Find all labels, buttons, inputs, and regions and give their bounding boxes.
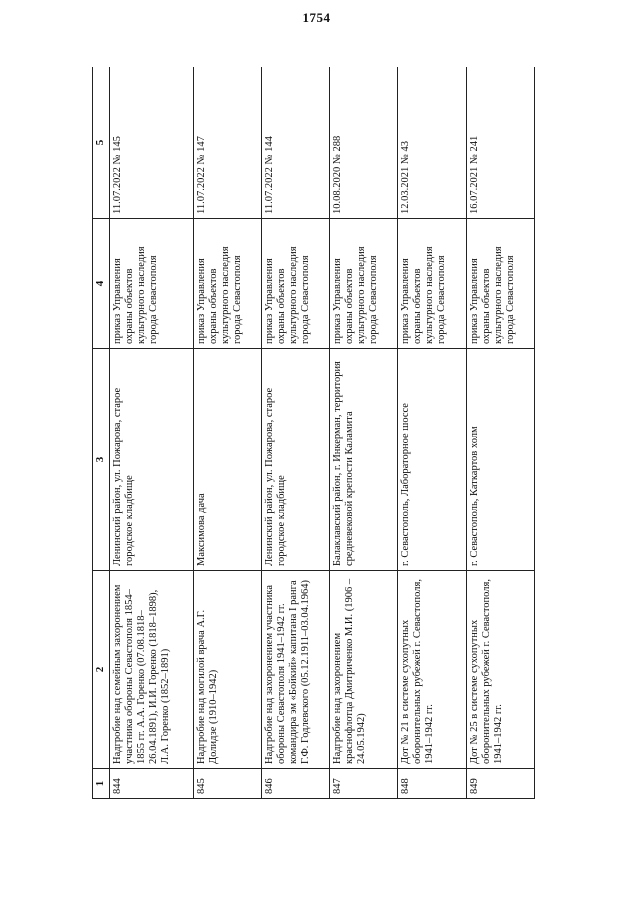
protection-document: приказ Управления охраны объектов культурного наследия города Севастополя	[466, 219, 534, 349]
protection-document: приказ Управления охраны объектов культурного наследия города Севастополя	[261, 219, 329, 349]
table-row	[110, 67, 194, 799]
protection-document: приказ Управления охраны объектов культурного наследия города Севастополя	[110, 219, 194, 349]
registry-table-container	[92, 67, 535, 799]
column-header: 2	[93, 571, 110, 769]
row-number: 844	[110, 769, 194, 799]
object-name: Дот № 25 в системе сухопутных оборонительных рубежей г. Севастополя, 1941–1942 гг.	[466, 571, 534, 769]
table-row	[398, 67, 466, 799]
rotated-table-frame	[92, 67, 535, 799]
document-date-number: 10.08.2020 № 288	[330, 67, 398, 219]
table-row	[193, 67, 261, 799]
protection-document: приказ Управления охраны объектов культурного наследия города Севастополя	[330, 219, 398, 349]
object-name: Надгробие над могилой врача А.Г. Долидзе (1910–1942)	[193, 571, 261, 769]
table-row	[261, 67, 329, 799]
row-number: 848	[398, 769, 466, 799]
object-name: Надгробие над захоронением участника обороны Севастополя 1941–1942 гг. командира эм «Бойкий» капитана I ранга Г.Ф. Годлевского (05.12.1911–03.04.1964)	[261, 571, 329, 769]
document-date-number: 11.07.2022 № 145	[110, 67, 194, 219]
document-date-number: 16.07.2021 № 241	[466, 67, 534, 219]
protection-document: приказ Управления охраны объектов культурного наследия города Севастополя	[398, 219, 466, 349]
heritage-registry-table	[92, 67, 535, 799]
table-row	[330, 67, 398, 799]
object-name: Надгробие над захоронением краснофлотца Дмитриченко М.И. (1906 – 24.05.1942)	[330, 571, 398, 769]
document-date-number: 12.03.2021 № 43	[398, 67, 466, 219]
column-header: 5	[93, 67, 110, 219]
object-location: Балаклавский район, г. Инкерман, территория средневековой крепости Каламита	[330, 349, 398, 571]
object-location: Ленинский район, ул. Пожарова, старое городское кладбище	[110, 349, 194, 571]
column-header: 3	[93, 349, 110, 571]
object-location: Максимова дача	[193, 349, 261, 571]
row-number: 847	[330, 769, 398, 799]
object-location: г. Севастополь, Лабораторное шоссе	[398, 349, 466, 571]
table-row	[466, 67, 534, 799]
row-number: 845	[193, 769, 261, 799]
object-name: Дот № 21 в системе сухопутных оборонительных рубежей г. Севастополя, 1941–1942 гг.	[398, 571, 466, 769]
object-location: г. Севастополь, Каткартов холм	[466, 349, 534, 571]
page-number: 1754	[302, 10, 331, 25]
document-date-number: 11.07.2022 № 147	[193, 67, 261, 219]
object-name: Надгробие над семейным захоронением участника обороны Севастополя 1854–1855 гг. А.А. Горенко (07.08.1818–26.04.1891), И.И. Горенко (1818–1898), Л.А. Горенко (1852–1891)	[110, 571, 194, 769]
row-number: 846	[261, 769, 329, 799]
protection-document: приказ Управления охраны объектов культурного наследия города Севастополя	[193, 219, 261, 349]
column-header: 1	[93, 769, 110, 799]
column-header: 4	[93, 219, 110, 349]
table-header-row	[93, 67, 110, 799]
document-date-number: 11.07.2022 № 144	[261, 67, 329, 219]
row-number: 849	[466, 769, 534, 799]
object-location: Ленинский район, ул. Пожарова, старое городское кладбище	[261, 349, 329, 571]
